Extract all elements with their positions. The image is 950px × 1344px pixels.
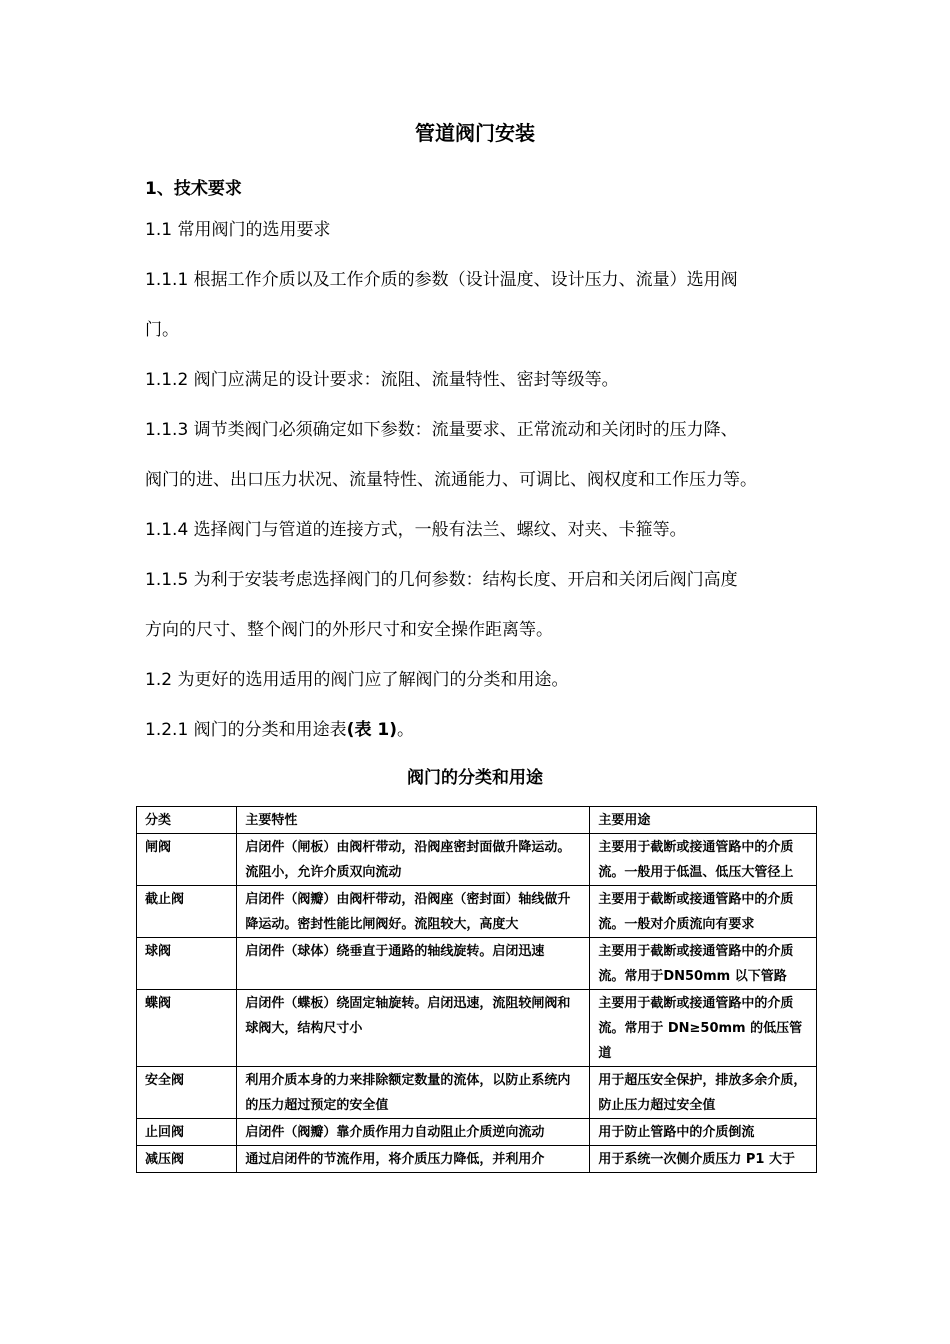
paragraph-1-2-1-text: 1.2.1 阀门的分类和用途表 [145, 720, 347, 740]
cell-use: 主要用于截断或接通管路中的介质流。一般用于低温、低压大管径上 [590, 834, 817, 886]
cell-category: 截止阀 [137, 886, 237, 938]
cell-use: 主要用于截断或接通管路中的介质流。常用于DN50mm 以下管路 [590, 938, 817, 990]
table-row [137, 1067, 817, 1119]
cell-use [590, 1146, 817, 1173]
paragraph-1-2-1-suffix: 。 [396, 720, 414, 740]
cell-use: 用于超压安全保护，排放多余介质，防止压力超过安全值 [590, 1067, 817, 1119]
table-header-row [137, 807, 817, 834]
cell-feature [237, 1146, 590, 1173]
paragraph-1-2: 1.2 为更好的选用适用的阀门应了解阀门的分类和用途。 [145, 670, 569, 690]
cell-feature [237, 1119, 590, 1146]
cell-use-text: 用于系统一次侧介质压力 P1 大于 [598, 1152, 795, 1167]
cell-feature: 利用介质本身的力来排除额定数量的流体，以防止系统内的压力超过预定的安全值 [237, 1067, 590, 1119]
cell-feature: 启闭件（球体）绕垂直于通路的轴线旋转。启闭迅速 [237, 938, 590, 990]
paragraph-1-1-3-line-1: 1.1.3 调节类阀门必须确定如下参数：流量要求、正常流动和关闭时的压力降、 [145, 420, 738, 440]
cell-category: 球阀 [137, 938, 237, 990]
cell-use [590, 886, 817, 938]
cell-feature-text: 启闭件（阀瓣）靠介质作用力自动阻止介质逆向流动 [245, 1125, 545, 1140]
cell-use-text: 主要用于截断或接通管路中的介质流。一般对介质流向有要求 [598, 892, 794, 932]
cell-use: 用于防止管路中的介质倒流 [590, 1119, 817, 1146]
table-row [137, 1119, 817, 1146]
document-title: 管道阀门安装 [415, 121, 535, 145]
cell-feature-text: 启闭件（阀瓣）由阀杆带动，沿阀座（密封面）轴线做升降运动。密封性能比闸阀好。流阻较大，高度大 [245, 892, 571, 932]
paragraph-1-1-1-line-1: 1.1.1 根据工作介质以及工作介质的参数（设计温度、设计压力、流量）选用阀 [145, 270, 738, 290]
header-features: 主要特性 [237, 807, 590, 834]
cell-category: 减压阀 [137, 1146, 237, 1173]
paragraph-1-1-5-line-2: 方向的尺寸、整个阀门的外形尺寸和安全操作距离等。 [145, 620, 553, 640]
table-row [137, 834, 817, 886]
cell-feature [237, 886, 590, 938]
table-row [137, 1146, 817, 1173]
paragraph-1-1-1-line-2: 门。 [145, 320, 179, 340]
cell-feature-text: 通过启闭件的节流作用，将介质压力降低，并利用介 [245, 1152, 545, 1167]
table-reference: (表 1) [346, 720, 397, 740]
cell-category: 闸阀 [137, 834, 237, 886]
section-heading-technical-requirements: 1、技术要求 [145, 179, 242, 199]
paragraph-1-1: 1.1 常用阀门的选用要求 [145, 220, 331, 240]
valve-classification-table [136, 806, 817, 1173]
paragraph-1-1-2: 1.1.2 阀门应满足的设计要求：流阻、流量特性、密封等级等。 [145, 370, 619, 390]
table-row [137, 990, 817, 1067]
cell-feature: 启闭件（闸板）由阀杆带动，沿阀座密封面做升降运动。流阻小，允许介质双向流动 [237, 834, 590, 886]
paragraph-1-1-4: 1.1.4 选择阀门与管道的连接方式，一般有法兰、螺纹、对夹、卡箍等。 [145, 520, 687, 540]
cell-use: 主要用于截断或接通管路中的介质流。常用于 DN≥50mm 的低压管道 [590, 990, 817, 1067]
cell-category: 蝶阀 [137, 990, 237, 1067]
paragraph-1-2-1 [145, 705, 815, 755]
table-row [137, 886, 817, 938]
header-uses: 主要用途 [590, 807, 817, 834]
cell-feature: 启闭件（蝶板）绕固定轴旋转。启闭迅速，流阻较闸阀和球阀大，结构尺寸小 [237, 990, 590, 1067]
cell-category: 止回阀 [137, 1119, 237, 1146]
table-row [137, 938, 817, 990]
cell-category: 安全阀 [137, 1067, 237, 1119]
paragraph-1-1-3-line-2: 阀门的进、出口压力状况、流量特性、流通能力、可调比、阀权度和工作压力等。 [145, 470, 757, 490]
header-category: 分类 [137, 807, 237, 834]
paragraph-1-1-5-line-1: 1.1.5 为利于安装考虑选择阀门的几何参数：结构长度、开启和关闭后阀门高度 [145, 570, 738, 590]
table-title: 阀门的分类和用途 [407, 768, 543, 788]
